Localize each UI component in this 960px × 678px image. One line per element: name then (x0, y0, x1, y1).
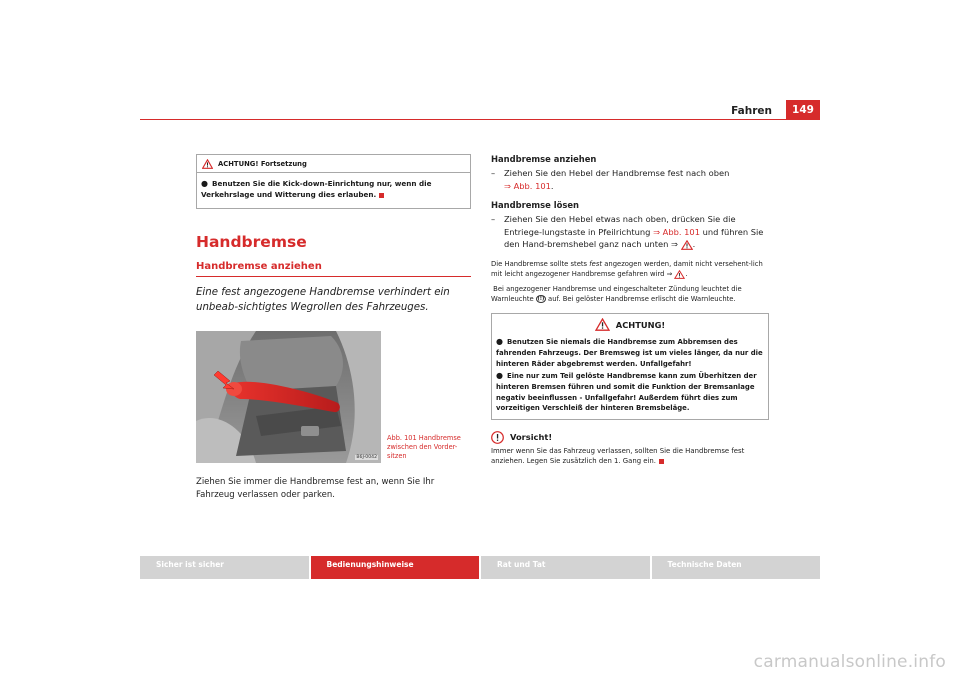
left-column (196, 154, 471, 501)
end-mark (659, 459, 664, 464)
achtung-title: ACHTUNG! (615, 319, 666, 330)
warning-continued-bullet: Benutzen Sie die Kick-down-Einrichtung nur, wenn die Verkehrslage und Witterung dies erlauben. (201, 179, 432, 199)
handbrake-illustration (196, 331, 381, 463)
figure-code: B6J-0042 (356, 454, 377, 460)
pull-step (491, 167, 769, 193)
step-dash: – (491, 168, 496, 178)
warning-triangle-icon (202, 159, 213, 169)
release-step-content: Ziehen Sie den Hebel etwas nach oben, drücken Sie die Entriege-lungstaste in Pfeilrichtung ⇒ Abb. 101 und führen Sie den Hand-bremshebel ganz nach unten ⇒ . (504, 213, 764, 250)
brake-warning-lamp-icon: (!) (537, 295, 545, 302)
figure-reference-link[interactable]: ⇒ Abb. 101 (504, 180, 551, 191)
pull-step-text: Ziehen Sie den Hebel der Handbremse fest nach oben (504, 168, 730, 178)
achtung-box (491, 313, 769, 420)
release-step (491, 213, 769, 252)
vorsicht-title: Vorsicht! (510, 432, 553, 443)
warning-continued-header (197, 155, 470, 173)
subsection-title: Handbremse anziehen (196, 261, 471, 277)
pull-heading: Handbremse anziehen (491, 154, 597, 164)
exclamation-circle-icon (491, 431, 504, 444)
note2-text-b: auf. Bei gelöster Handbremse erlischt die Warnleuchte. (548, 294, 736, 303)
warning-triangle-icon (595, 318, 610, 331)
warning-continued-title: ACHTUNG! Fortsetzung (218, 159, 307, 168)
release-step-text-b: und führen Sie den Hand-bremshebel ganz nach unten ⇒ (504, 226, 764, 250)
pull-step-content: Ziehen Sie den Hebel der Handbremse fest nach oben ⇒ Abb. 101. (504, 168, 730, 191)
release-step-text-a: Ziehen Sie den Hebel etwas nach oben, drücken Sie die Entriege-lungstaste in Pfeilrichtung (504, 213, 736, 237)
page-header (140, 100, 820, 120)
note-paragraph-1: Die Handbremse sollte stets fest angezogen werden, damit nicht versehent-lich mit leicht angezogener Handbremse gefahren wird ⇒ . (491, 260, 763, 279)
bullet-dot: ● (496, 337, 503, 347)
footer-tab-technische-daten[interactable]: Technische Daten (652, 556, 821, 579)
figure-reference-link[interactable]: ⇒ Abb. 101 (653, 226, 700, 237)
footer-tab-rat-und-tat[interactable]: Rat und Tat (481, 556, 650, 579)
note2-text-a: Bei angezogener Handbremse und eingeschalteter Zündung leuchtet die Warnleuchte (491, 284, 742, 303)
footer-tab-bedienungshinweise[interactable]: Bedienungshinweise (311, 556, 480, 579)
vorsicht-header (491, 431, 769, 444)
warning-continued-text (197, 173, 470, 208)
release-heading: Handbremse lösen (491, 199, 579, 210)
warning-continued-box (196, 154, 471, 209)
bullet-dot: ● (496, 371, 503, 381)
achtung-body (492, 334, 768, 419)
figure (196, 331, 471, 463)
watermark: carmanualsonline.info (753, 652, 946, 672)
warning-triangle-icon[interactable] (681, 240, 693, 250)
note1-text-b: angezogen werden, damit nicht versehent-lich mit leicht angezogener Handbremse gefahren wird ⇒ (491, 260, 763, 279)
right-column (491, 154, 769, 467)
figure-caption: Abb. 101 Handbremse zwischen den Vorder-sitzen (387, 434, 461, 461)
note1-text-a: Die Handbremse sollte stets (491, 260, 588, 269)
achtung-bullet (496, 336, 764, 369)
left-body-text: Ziehen Sie immer die Handbremse fest an, wenn Sie Ihr Fahrzeug verlassen oder parken. (196, 476, 435, 500)
handbrake-photo (196, 331, 381, 463)
section-title: Handbremse (196, 232, 307, 251)
section-intro: Eine fest angezogene Handbremse verhindert ein unbeab-sichtigtes Wegrollen des Fahrzeuges. (196, 286, 450, 313)
chapter-title: Fahren (731, 105, 772, 117)
note-paragraph-2 (491, 284, 769, 304)
note1-emphasis: fest (589, 260, 603, 269)
achtung-bullet (496, 370, 764, 414)
vorsicht-text (491, 446, 769, 467)
achtung-bullet-text: Benutzen Sie niemals die Handbremse zum Abbremsen des fahrenden Fahrzeugs. Der Bremsweg ist um vieles länger, da nur die hinteren Räder abgebremst werden. Unfallgefahr! (496, 338, 763, 368)
warning-triangle-icon[interactable] (674, 270, 685, 279)
footer-nav (140, 556, 820, 579)
vorsicht-text-content: Immer wenn Sie das Fahrzeug verlassen, sollten Sie die Handbremse fest anziehen. Legen Sie zusätzlich den 1. Gang ein. (491, 446, 745, 466)
achtung-bullet-text: Eine nur zum Teil gelöste Handbremse kann zum Überhitzen der hinteren Bremsen führen und somit die Funktion der Bremsanlage negativ beeinflussen - Unfallgefahr! Außerdem führt dies zum vorzeitigen Verschleiß der hinteren Bremsbeläge. (496, 372, 757, 413)
achtung-header (492, 314, 768, 334)
step-dash: – (491, 213, 496, 224)
header-rule (140, 119, 820, 120)
bullet-dot: ● (201, 179, 208, 188)
footer-tab-sicher-ist-sicher[interactable]: Sicher ist sicher (140, 556, 309, 579)
end-mark (379, 193, 384, 198)
page-number: 149 (786, 100, 820, 120)
